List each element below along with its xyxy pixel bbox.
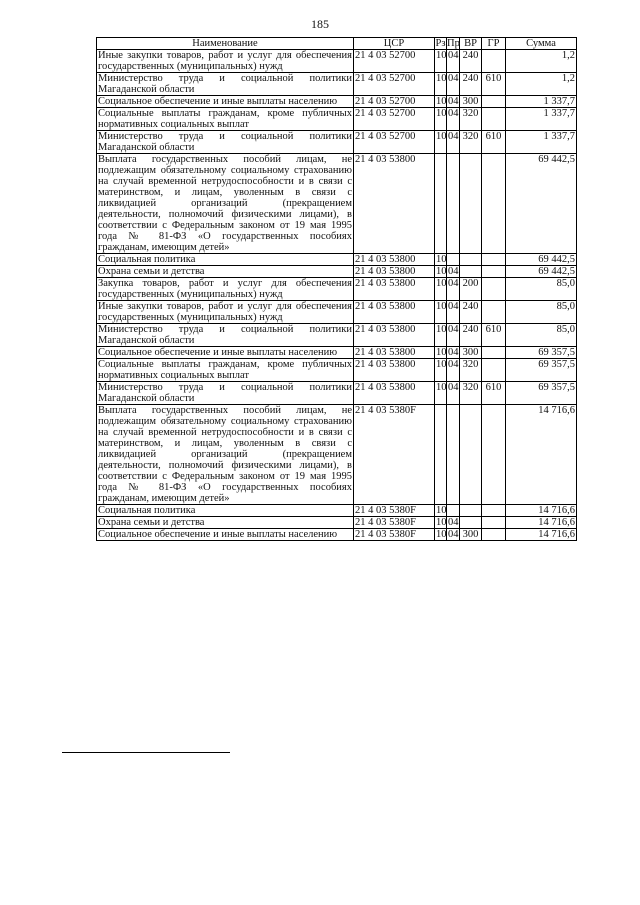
column-header-csr: ЦСР xyxy=(354,38,435,50)
cell-name: Министерство труда и социальной политики Магаданской области xyxy=(98,324,352,346)
cell-rz: 10 xyxy=(435,108,447,131)
cell-pr: 04 xyxy=(447,301,460,324)
cell-gr xyxy=(482,347,506,359)
cell-vr: 200 xyxy=(460,278,482,301)
cell-gr xyxy=(482,517,506,529)
cell-name: Выплата государственных пособий лицам, не подлежащим обязательному социальному страхованию на случай временной нетрудоспособности и в связи с материнством, и лицам, уволенным в связи с ликвидацией организаций (прекращением деятельности, полномочий физическими лицами), в соответствии с Федеральным законом от 19 мая 1995 года № 81-ФЗ «О государственных пособиях гражданам, имеющим детей» xyxy=(98,154,352,253)
cell-gr: 610 xyxy=(482,73,506,96)
cell-rz: 10 xyxy=(435,324,447,347)
cell-vr xyxy=(460,505,482,517)
cell-rz: 10 xyxy=(436,505,447,516)
cell-pr xyxy=(447,254,460,266)
cell-pr: 04 xyxy=(448,266,459,277)
cell-sum: 69 442,5 xyxy=(506,254,577,266)
cell-sum: 69 357,5 xyxy=(506,382,577,405)
table-row xyxy=(97,108,577,131)
cell-pr: 04 xyxy=(447,382,460,405)
cell-pr: 04 xyxy=(447,108,460,131)
cell-csr: 21 4 03 5380F xyxy=(354,405,435,505)
cell-csr: 21 4 03 53800 xyxy=(354,266,435,278)
cell-sum: 69 442,5 xyxy=(506,154,577,254)
cell-gr xyxy=(482,96,506,108)
budget-table xyxy=(96,37,577,541)
cell-vr: 320 xyxy=(460,131,482,154)
footnote-divider xyxy=(62,752,230,753)
cell-vr xyxy=(460,405,482,505)
cell-csr: 21 4 03 5380F xyxy=(354,529,435,541)
cell-csr: 21 4 03 53800 xyxy=(354,359,435,382)
cell-vr: 300 xyxy=(460,529,482,541)
table-body xyxy=(97,50,577,541)
cell-csr: 21 4 03 53800 xyxy=(354,254,435,266)
cell-pr: 04 xyxy=(447,278,460,301)
cell-pr: 04 xyxy=(447,73,460,96)
cell-gr xyxy=(482,359,506,382)
cell-sum: 69 357,5 xyxy=(506,359,577,382)
cell-rz xyxy=(435,154,447,254)
cell-rz: 10 xyxy=(436,529,447,540)
cell-vr xyxy=(460,517,482,529)
cell-vr xyxy=(460,266,482,278)
cell-csr: 21 4 03 52700 xyxy=(354,131,435,154)
column-header-rz: Рз xyxy=(435,38,446,49)
table-row xyxy=(97,73,577,96)
cell-rz: 10 xyxy=(435,50,447,73)
cell-csr: 21 4 03 53800 xyxy=(354,324,435,347)
cell-sum: 85,0 xyxy=(506,324,577,347)
table-row xyxy=(97,324,577,347)
cell-sum: 14 716,6 xyxy=(506,405,577,505)
cell-gr xyxy=(482,154,506,254)
table-header-row xyxy=(97,38,577,50)
cell-gr xyxy=(482,301,506,324)
table-row xyxy=(97,96,577,108)
cell-pr xyxy=(447,154,460,254)
cell-gr xyxy=(482,108,506,131)
cell-name: Министерство труда и социальной политики Магаданской области xyxy=(98,73,352,95)
cell-vr: 240 xyxy=(460,301,482,324)
table-row xyxy=(97,254,577,266)
table-row xyxy=(97,154,577,254)
cell-name: Охрана семьи и детства xyxy=(97,517,354,529)
table-row xyxy=(97,359,577,382)
cell-gr: 610 xyxy=(482,324,506,347)
cell-gr xyxy=(482,266,506,278)
cell-rz: 10 xyxy=(436,254,447,265)
cell-vr: 320 xyxy=(460,359,482,382)
cell-vr: 240 xyxy=(460,73,482,96)
cell-vr: 320 xyxy=(460,108,482,131)
cell-sum: 1,2 xyxy=(506,73,577,96)
cell-sum: 14 716,6 xyxy=(506,529,577,541)
cell-sum: 14 716,6 xyxy=(506,505,577,517)
table-row xyxy=(97,505,577,517)
cell-name: Социальная политика xyxy=(97,254,354,266)
cell-name: Социальные выплаты гражданам, кроме публичных нормативных социальных выплат xyxy=(98,108,352,130)
cell-name: Иные закупки товаров, работ и услуг для обеспечения государственных (муниципальных) нужд xyxy=(98,301,352,323)
cell-rz: 10 xyxy=(435,382,447,405)
cell-csr: 21 4 03 5380F xyxy=(354,517,435,529)
cell-sum: 69 357,5 xyxy=(506,347,577,359)
cell-gr xyxy=(482,529,506,541)
cell-vr: 300 xyxy=(460,96,482,108)
cell-rz: 10 xyxy=(436,517,447,528)
table-row xyxy=(97,382,577,405)
cell-rz: 10 xyxy=(436,266,447,277)
cell-name: Социальное обеспечение и иные выплаты населению xyxy=(97,96,354,108)
cell-csr: 21 4 03 53800 xyxy=(354,278,435,301)
cell-gr xyxy=(482,405,506,505)
cell-pr xyxy=(447,505,460,517)
cell-name: Закупка товаров, работ и услуг для обеспечения государственных (муниципальных) нужд xyxy=(98,278,352,300)
cell-rz xyxy=(435,405,447,505)
cell-csr: 21 4 03 53800 xyxy=(354,382,435,405)
table-row xyxy=(97,517,577,529)
cell-pr: 04 xyxy=(447,131,460,154)
column-header-pr: Пр xyxy=(447,38,460,49)
table-row xyxy=(97,278,577,301)
cell-sum: 1 337,7 xyxy=(506,96,577,108)
cell-name: Охрана семьи и детства xyxy=(97,266,354,278)
cell-name: Выплата государственных пособий лицам, не подлежащим обязательному социальному страхованию на случай временной нетрудоспособности и в связи с материнством, и лицам, уволенным в связи с ликвидацией организаций (прекращением деятельности, полномочий физическими лицами), в соответствии с Федеральным законом от 19 мая 1995 года № 81-ФЗ «О государственных пособиях гражданам, имеющим детей» xyxy=(98,405,352,504)
cell-pr: 04 xyxy=(448,529,459,540)
cell-rz: 10 xyxy=(435,131,447,154)
cell-name: Министерство труда и социальной политики Магаданской области xyxy=(98,382,352,404)
cell-sum: 1,2 xyxy=(506,50,577,73)
cell-rz: 10 xyxy=(435,301,447,324)
cell-name: Социальное обеспечение и иные выплаты населению xyxy=(97,529,354,541)
column-header-sum: Сумма xyxy=(506,38,577,50)
cell-vr xyxy=(460,254,482,266)
column-header-name: Наименование xyxy=(97,38,354,50)
cell-rz: 10 xyxy=(435,359,447,382)
cell-rz: 10 xyxy=(435,278,447,301)
cell-csr: 21 4 03 5380F xyxy=(354,505,435,517)
cell-vr xyxy=(460,154,482,254)
cell-csr: 21 4 03 52700 xyxy=(354,108,435,131)
cell-sum: 85,0 xyxy=(506,301,577,324)
table-row xyxy=(97,529,577,541)
cell-name: Министерство труда и социальной политики Магаданской области xyxy=(98,131,352,153)
cell-pr: 04 xyxy=(448,347,459,358)
cell-vr: 320 xyxy=(460,382,482,405)
cell-csr: 21 4 03 52700 xyxy=(354,96,435,108)
cell-gr xyxy=(482,50,506,73)
cell-pr: 04 xyxy=(447,50,460,73)
cell-name: Социальная политика xyxy=(97,505,354,517)
table-row xyxy=(97,50,577,73)
cell-sum: 85,0 xyxy=(506,278,577,301)
cell-csr: 21 4 03 53800 xyxy=(354,301,435,324)
cell-rz: 10 xyxy=(436,347,447,358)
column-header-gr: ГР xyxy=(482,38,506,50)
cell-vr: 240 xyxy=(460,324,482,347)
cell-pr: 04 xyxy=(448,96,459,107)
cell-pr: 04 xyxy=(447,324,460,347)
cell-name: Иные закупки товаров, работ и услуг для обеспечения государственных (муниципальных) нужд xyxy=(98,50,352,72)
cell-name: Социальные выплаты гражданам, кроме публичных нормативных социальных выплат xyxy=(98,359,352,381)
cell-sum: 14 716,6 xyxy=(506,517,577,529)
table-row xyxy=(97,347,577,359)
cell-vr: 300 xyxy=(460,347,482,359)
cell-gr: 610 xyxy=(482,382,506,405)
table-row xyxy=(97,405,577,505)
page-number: 185 xyxy=(311,17,329,31)
cell-gr xyxy=(482,505,506,517)
column-header-vr: ВР xyxy=(460,38,482,50)
cell-csr: 21 4 03 53800 xyxy=(354,154,435,254)
cell-sum: 69 442,5 xyxy=(506,266,577,278)
cell-gr xyxy=(482,278,506,301)
cell-csr: 21 4 03 52700 xyxy=(354,50,435,73)
table-row xyxy=(97,266,577,278)
cell-vr: 240 xyxy=(460,50,482,73)
cell-csr: 21 4 03 52700 xyxy=(354,73,435,96)
table-row xyxy=(97,301,577,324)
cell-sum: 1 337,7 xyxy=(506,108,577,131)
cell-pr xyxy=(447,405,460,505)
cell-pr: 04 xyxy=(448,517,459,528)
cell-name: Социальное обеспечение и иные выплаты населению xyxy=(97,347,354,359)
cell-sum: 1 337,7 xyxy=(506,131,577,154)
table-row xyxy=(97,131,577,154)
cell-csr: 21 4 03 53800 xyxy=(354,347,435,359)
cell-pr: 04 xyxy=(447,359,460,382)
cell-rz: 10 xyxy=(435,73,447,96)
cell-rz: 10 xyxy=(436,96,447,107)
cell-gr xyxy=(482,254,506,266)
cell-gr: 610 xyxy=(482,131,506,154)
